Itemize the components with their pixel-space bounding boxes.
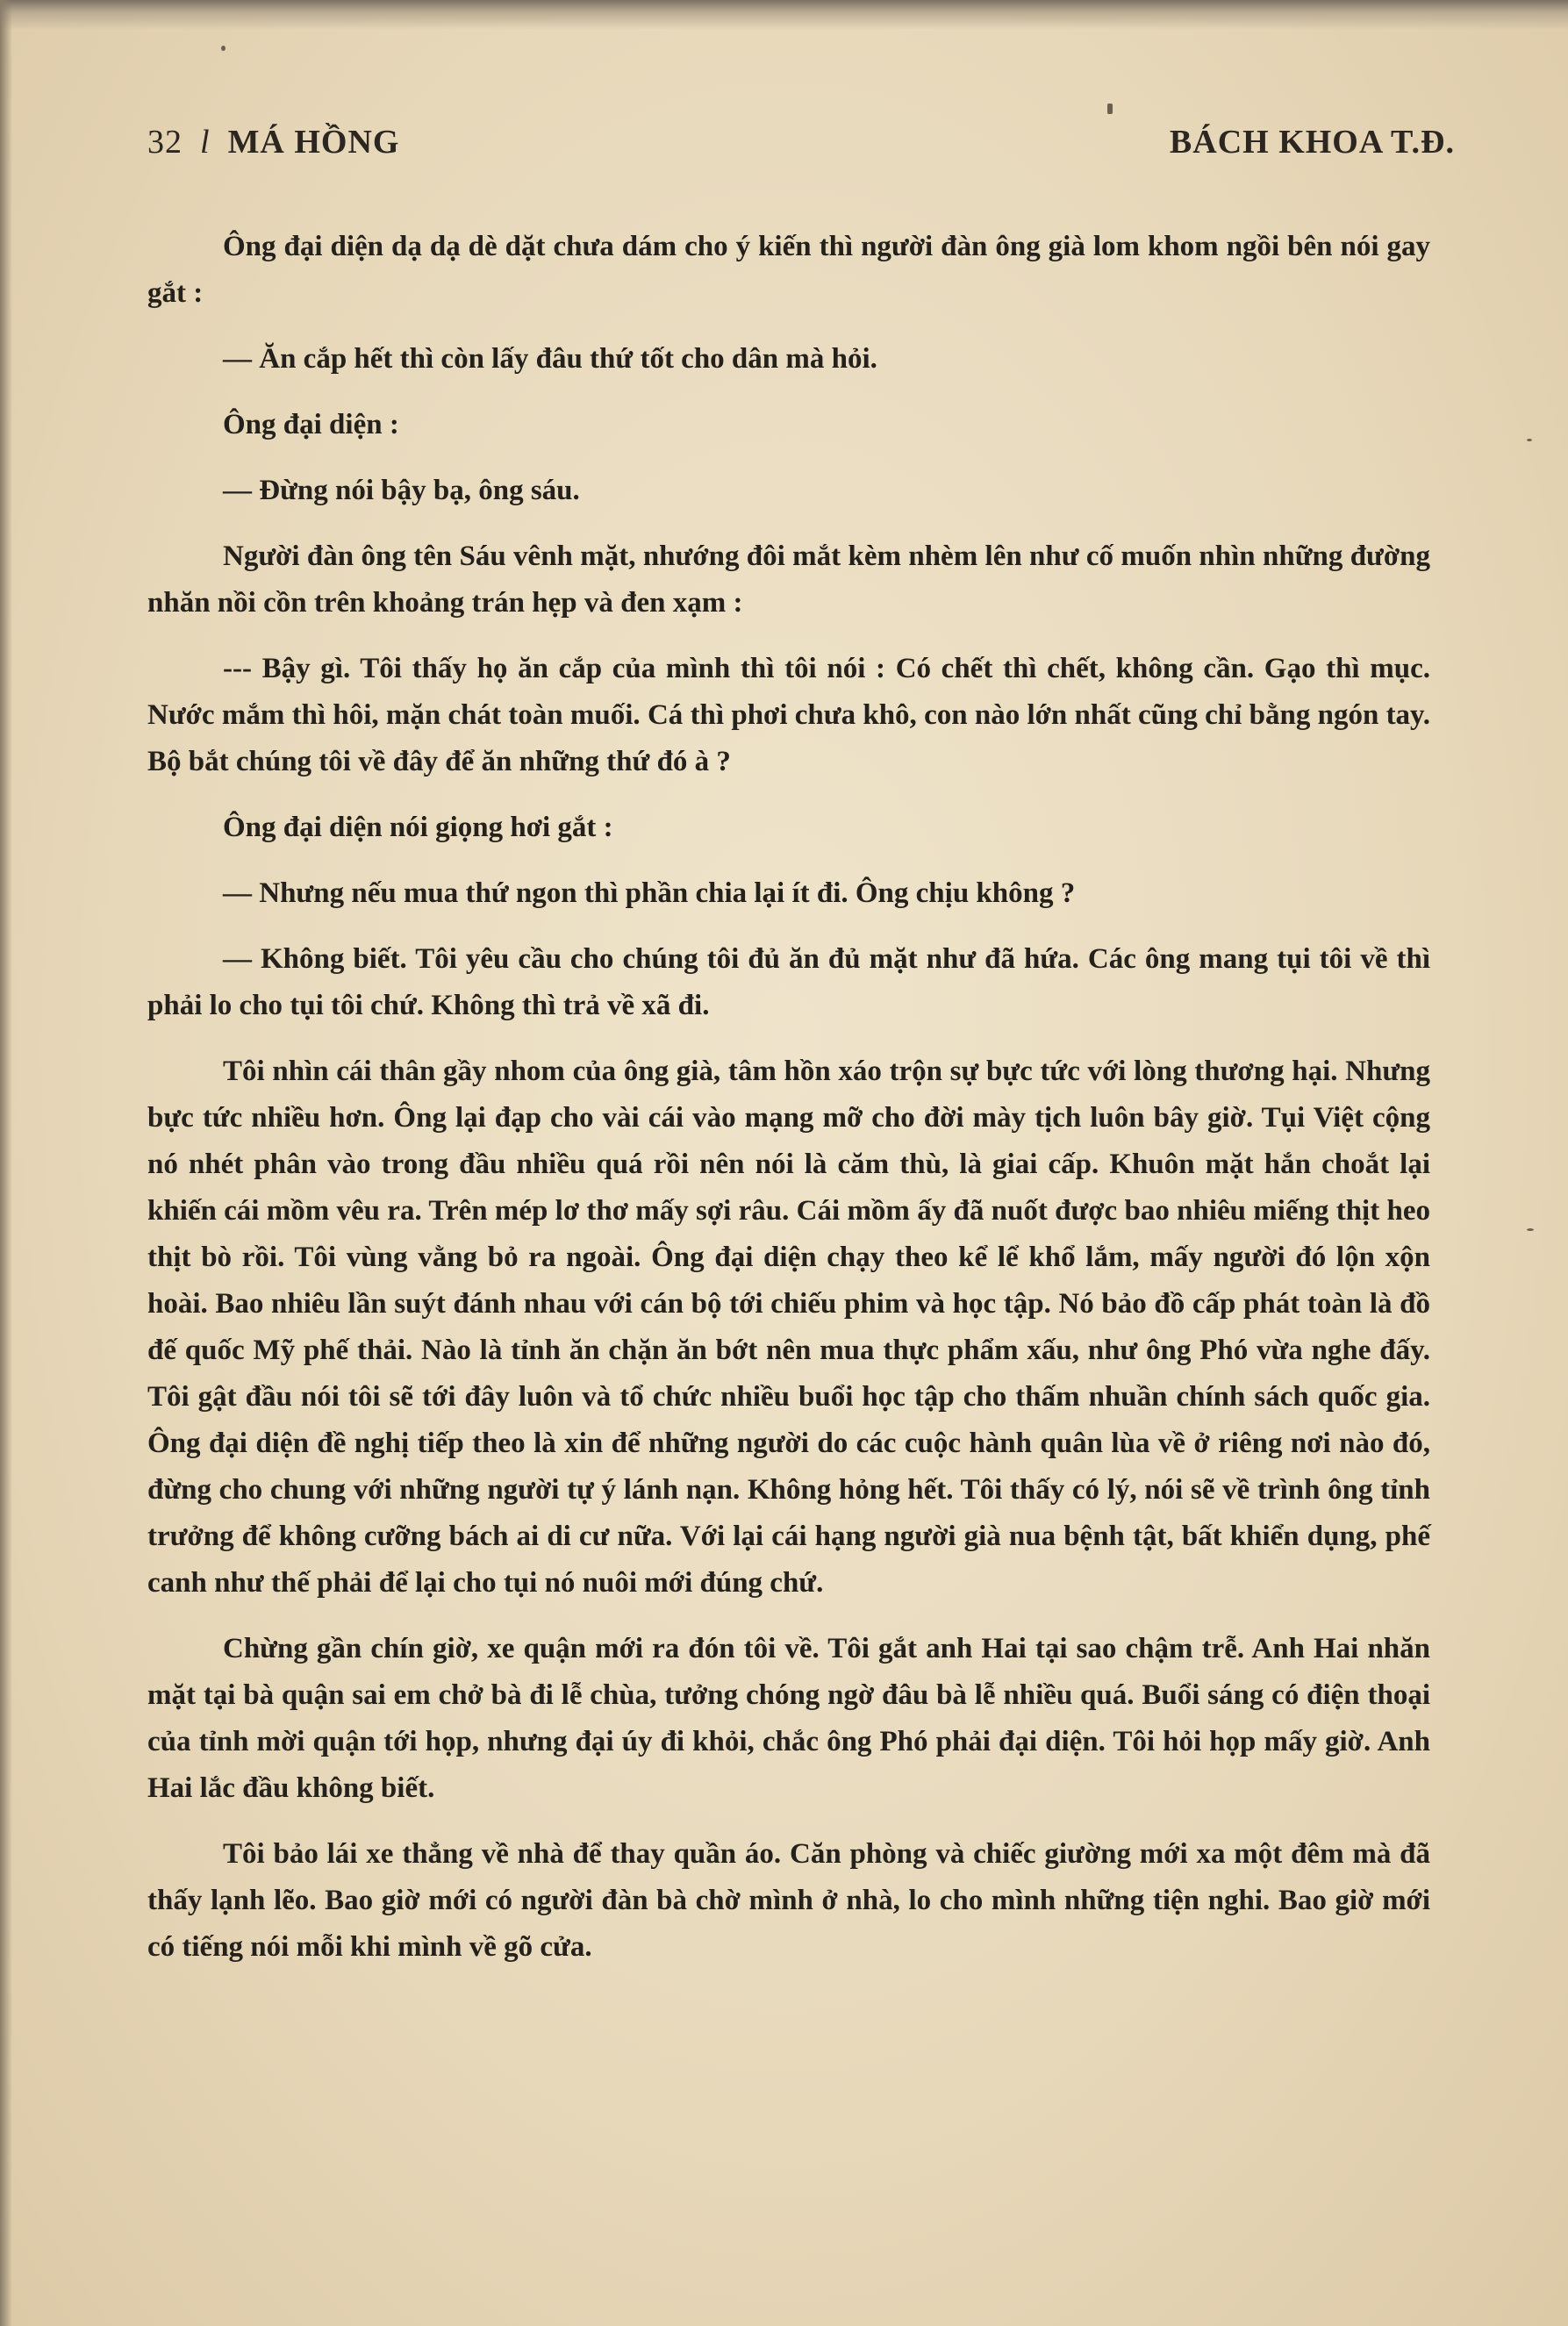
paragraph: Người đàn ông tên Sáu vênh mặt, nhướng đôi mắt kèm nhèm lên như cố muốn nhìn những đường nhăn nồi cồn trên khoảng trán hẹp và đen xạm : [147, 540, 1430, 619]
section-title: MÁ HỒNG [227, 124, 400, 161]
paper-speck [221, 46, 226, 51]
paragraph: Chừng gần chín giờ, xe quận mới ra đón tôi về. Tôi gắt anh Hai tại sao chậm trễ. Anh Hai nhăn mặt tại bà quận sai em chở bà đi lễ chùa, tưởng chóng ngờ đâu bà lễ nhiều quá. Buổi sáng có điện thoại của tỉnh mời quận tới họp, nhưng đại úy đi khỏi, chắc ông Phó phải đại diện. Tôi hỏi họp mấy giờ. Anh Hai lắc đầu không biết. [147, 1633, 1430, 1804]
scan-edge-left [0, 0, 12, 2326]
paragraph: --- Bậy gì. Tôi thấy họ ăn cắp của mình thì tôi nói : Có chết thì chết, không cần. Gạo thì mục. Nước mắm thì hôi, mặn chát toàn muối. Cá thì phơi chưa khô, con nào lớn nhất cũng chỉ bằng ngón tay. Bộ bắt chúng tôi về đây để ăn những thứ đó à ? [147, 653, 1430, 777]
header-left [147, 123, 400, 161]
paragraph: Tôi bảo lái xe thẳng về nhà để thay quần áo. Căn phòng và chiếc giường mới xa một đêm mà đã thấy lạnh lẽo. Bao giờ mới có người đàn bà chờ mình ở nhà, lo cho mình những tiện nghi. Bao giờ mới có tiếng nói mỗi khi mình về gõ cửa. [147, 1838, 1430, 1963]
paragraph: Ông đại diện : [223, 409, 399, 440]
header-separator: l [200, 124, 211, 161]
article-body [147, 224, 1430, 1990]
scan-edge-top [0, 0, 1568, 30]
paper-speck [1107, 104, 1113, 114]
paper-speck [1527, 1228, 1534, 1231]
magazine-title: BÁCH KHOA T.Đ. [1169, 124, 1455, 161]
paragraph: — Ăn cắp hết thì còn lấy đâu thứ tốt cho dân mà hỏi. [223, 343, 877, 375]
paragraph: Tôi nhìn cái thân gầy nhom của ông già, tâm hồn xáo trộn sự bực tức với lòng thương hại. Nhưng bực tức nhiều hơn. Ông lại đạp cho vài cái vào mạng mỡ cho đời mày tịch luôn bây giờ. Tụi Việt cộng nó nhét phân vào trong đầu nhiều quá rồi nên nói là căm thù, là giai cấp. Khuôn mặt hắn choắt lại khiến cái mồm vêu ra. Trên mép lơ thơ mấy sợi râu. Cái mồm ấy đã nuốt được bao nhiêu miếng thịt heo thịt bò rồi. Tôi vùng vằng bỏ ra ngoài. Ông đại diện chạy theo kể lể khổ lắm, mấy người đó lộn xộn hoài. Bao nhiêu lần suýt đánh nhau với cán bộ tới chiếu phim và học tập. Nó bảo đồ cấp phát toàn là đồ đế quốc Mỹ phế thải. Nào là tỉnh ăn chặn ăn bớt nên mua thực phẩm xấu, như ông Phó vừa nghe đấy. Tôi gật đầu nói tôi sẽ tới đây luôn và tổ chức nhiều buổi học tập cho thấm nhuần chính sách quốc gia. Ông đại diện đề nghị tiếp theo là xin để những người do các cuộc hành quân lùa về ở riêng nơi nào đó, đừng cho chung với những người tự ý lánh nạn. Không hỏng hết. Tôi thấy có lý, nói sẽ về trình ông tỉnh trưởng để không cưỡng bách ai di cư nữa. Với lại cái hạng người già nua bệnh tật, bất khiển dụng, phế canh như thế phải để lại cho tụi nó nuôi mới đúng chứ. [147, 1056, 1430, 1599]
page-header [147, 123, 1455, 167]
paragraph: — Không biết. Tôi yêu cầu cho chúng tôi đủ ăn đủ mặt như đã hứa. Các ông mang tụi tôi về thì phải lo cho tụi tôi chứ. Không thì trả về xã đi. [147, 943, 1430, 1021]
paragraph: — Đừng nói bậy bạ, ông sáu. [223, 475, 580, 506]
page-number: 32 [147, 124, 183, 161]
paragraph: Ông đại diện nói giọng hơi gắt : [223, 812, 613, 843]
paragraph: Ông đại diện dạ dạ dè dặt chưa dám cho ý kiến thì người đàn ông già lom khom ngồi bên nói gay gắt : [147, 231, 1430, 309]
paragraph: — Nhưng nếu mua thứ ngon thì phần chia lại ít đi. Ông chịu không ? [223, 877, 1076, 909]
paper-speck [1527, 439, 1532, 441]
